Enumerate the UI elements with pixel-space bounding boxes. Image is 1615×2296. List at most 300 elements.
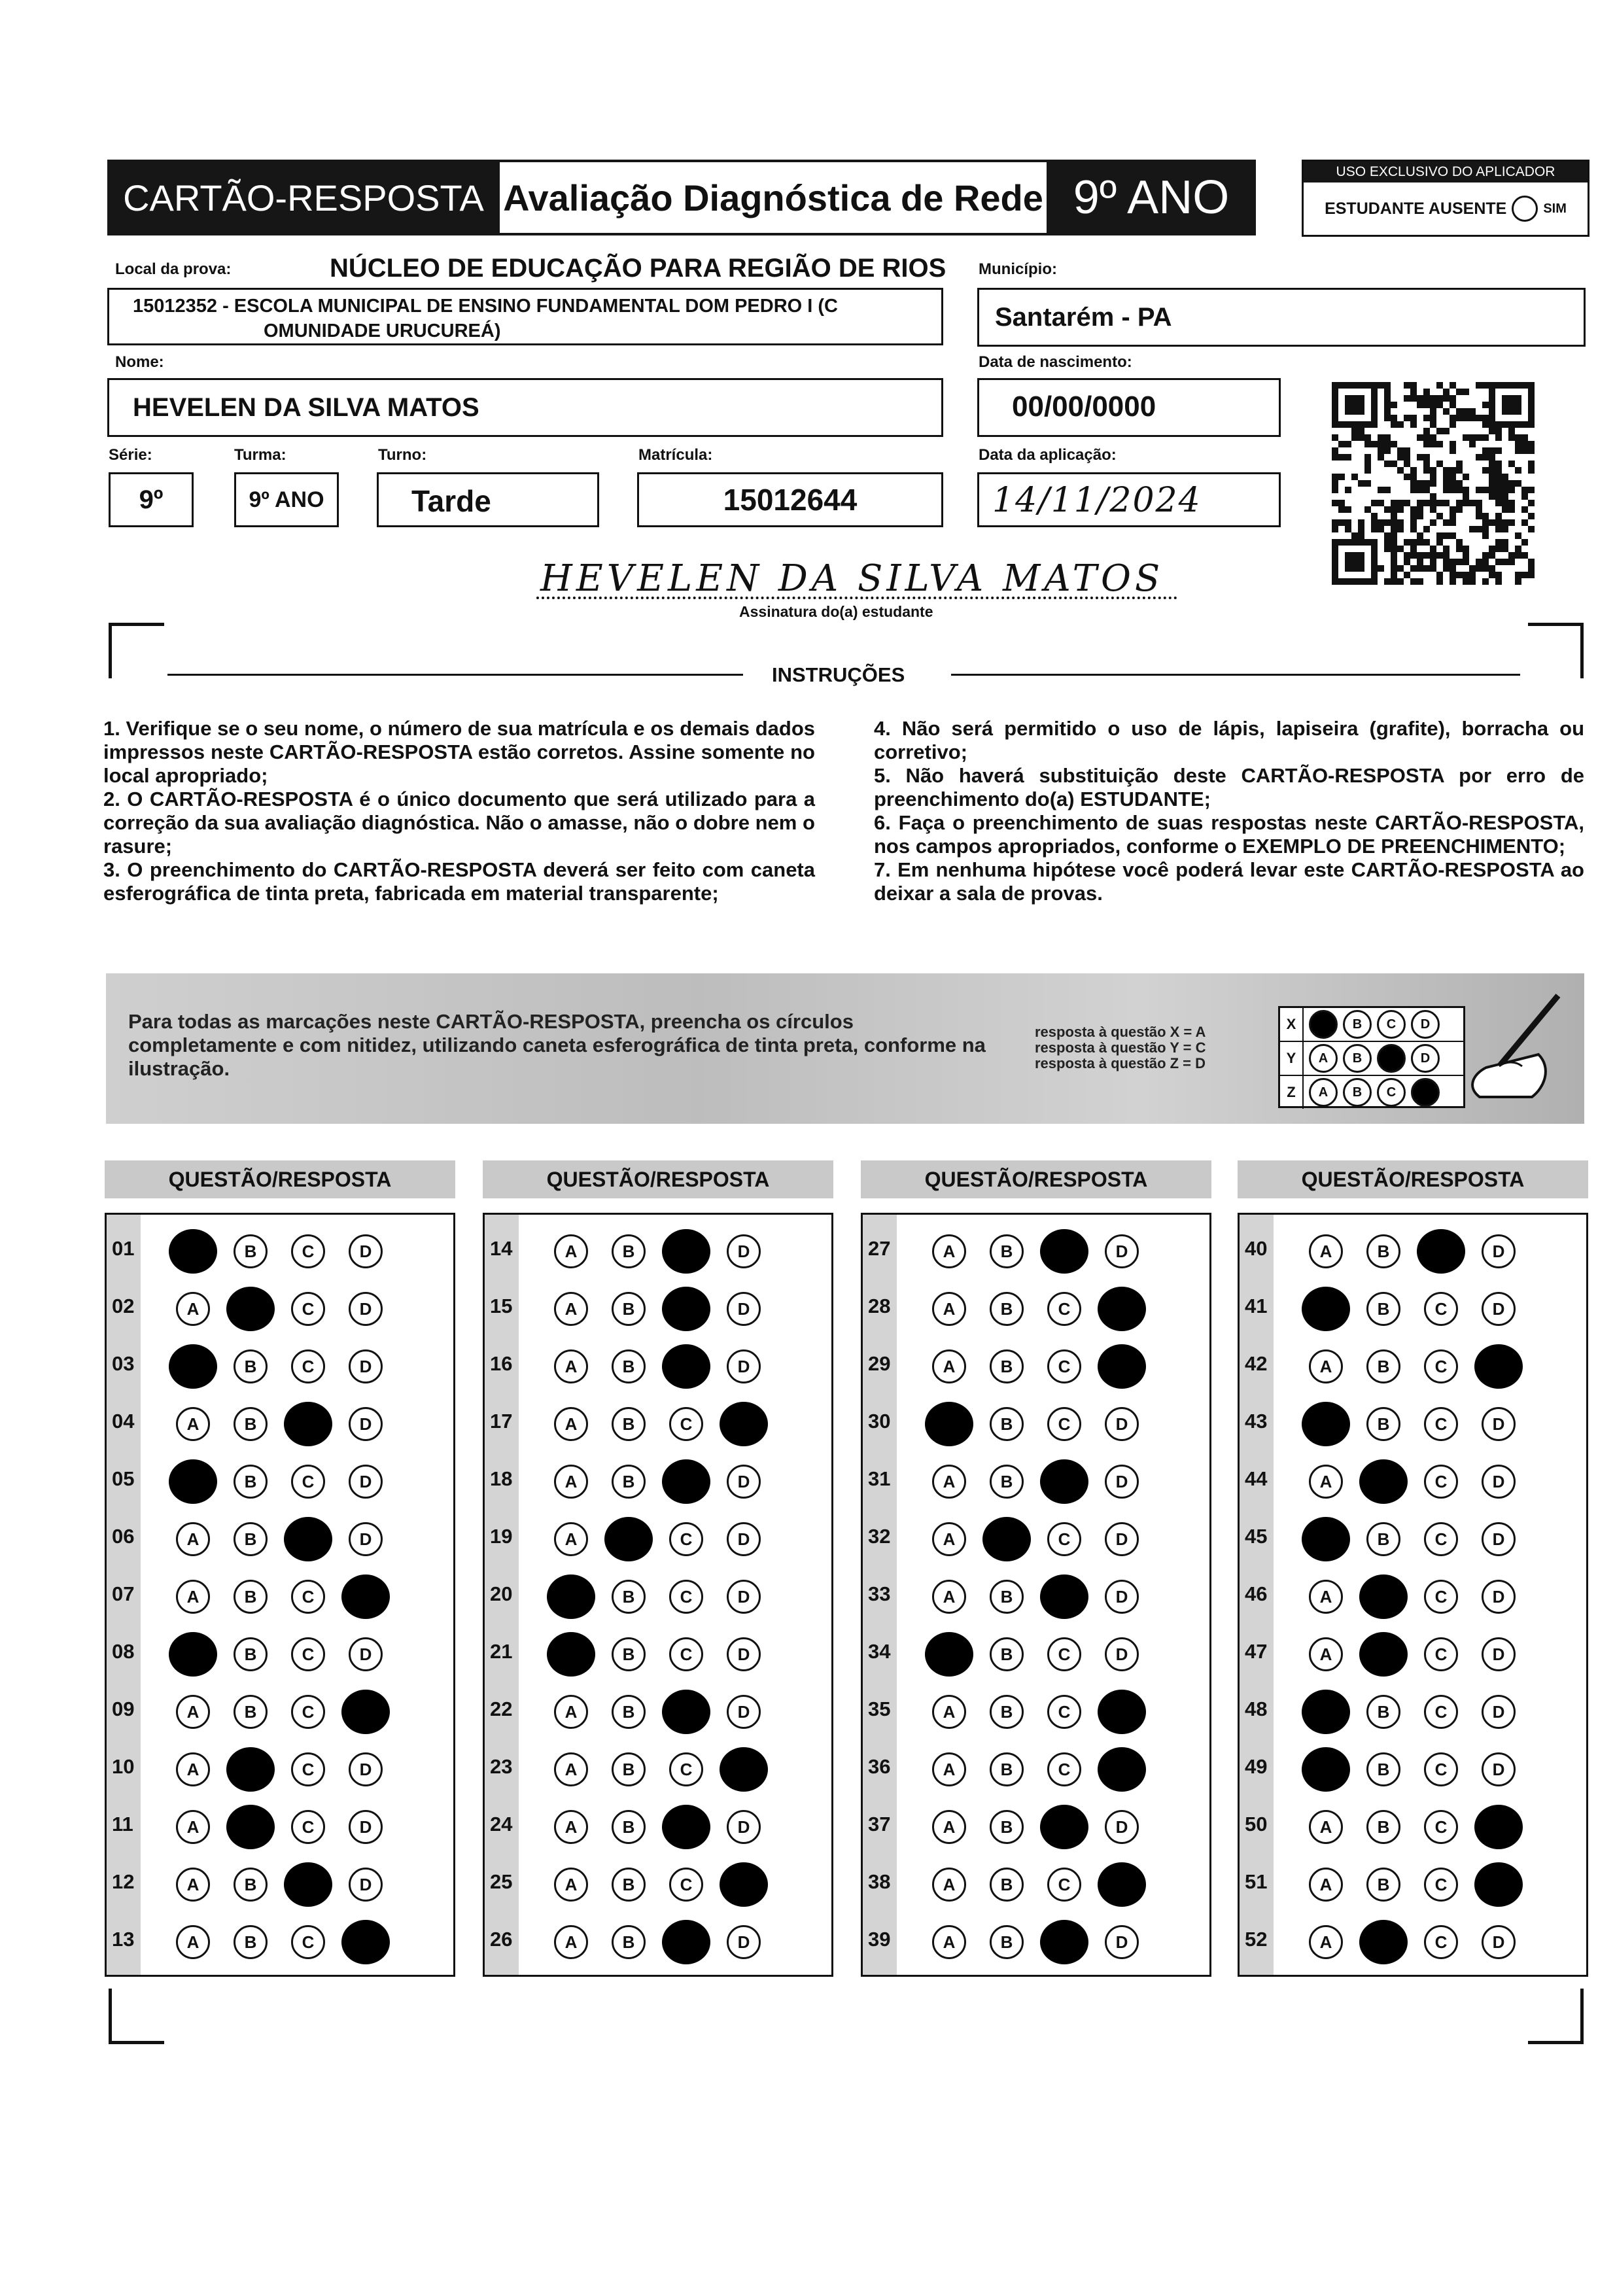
local-value: NÚCLEO DE EDUCAÇÃO PARA REGIÃO DE RIOS — [330, 254, 946, 283]
answer-bubble-b[interactable]: B — [1359, 1459, 1408, 1504]
answer-bubble-c[interactable]: C — [291, 1234, 325, 1268]
aplicacao-value: 14/11/2024 — [992, 481, 1202, 520]
answer-bubble-d[interactable]: D — [349, 1752, 383, 1786]
example-grid — [1278, 1006, 1465, 1108]
answer-bubble-c[interactable]: C — [669, 1752, 703, 1786]
answer-bubble-d[interactable]: D — [720, 1862, 768, 1907]
instructions-rule-left — [167, 674, 743, 676]
question-number: 17 — [490, 1410, 513, 1433]
instruction-6: 6. Faça o preenchimento de suas respostas neste CARTÃO-RESPOSTA, nos campos apropriados, conforme o EXEMPLO DE PREENCHIMENTO; — [874, 811, 1584, 858]
answer-bubble-a[interactable]: A — [1309, 1465, 1343, 1499]
question-row — [1240, 1393, 1586, 1450]
answer-bubble-d[interactable]: D — [1098, 1690, 1146, 1734]
question-row — [863, 1278, 1209, 1335]
answer-bubble-a[interactable]: A — [554, 1752, 588, 1786]
answer-bubble-b[interactable]: B — [234, 1407, 268, 1441]
answer-bubble-b[interactable]: B — [612, 1465, 646, 1499]
answer-bubble-d[interactable]: D — [1098, 1287, 1146, 1331]
answer-bubble-c[interactable]: C — [291, 1292, 325, 1326]
answer-bubble-a[interactable]: A — [932, 1925, 966, 1959]
answer-bubble-d[interactable]: D — [1482, 1695, 1516, 1729]
question-row — [1240, 1508, 1586, 1565]
answer-bubble-b[interactable]: B — [990, 1349, 1024, 1383]
answer-bubble-a[interactable]: A — [925, 1402, 973, 1446]
answer-bubble-a[interactable]: A — [1302, 1402, 1350, 1446]
answer-bubble-c[interactable]: C — [662, 1344, 710, 1389]
question-number: 02 — [112, 1295, 135, 1317]
corner-mark-top-right — [1528, 623, 1584, 678]
absent-option: SIM — [1543, 201, 1567, 216]
answer-bubble-b[interactable]: B — [1366, 1407, 1400, 1441]
answer-bubble-d[interactable]: D — [1098, 1344, 1146, 1389]
answer-bubble-b[interactable]: B — [234, 1868, 268, 1902]
answer-bubble-d[interactable]: D — [349, 1637, 383, 1671]
answer-bubble-b[interactable]: B — [612, 1580, 646, 1614]
answer-bubble-d[interactable]: D — [1105, 1580, 1139, 1614]
answer-bubble-c[interactable]: C — [1047, 1868, 1081, 1902]
question-column — [1238, 1213, 1588, 1977]
answer-bubble-d[interactable]: D — [727, 1522, 761, 1556]
question-number: 22 — [490, 1697, 513, 1720]
question-row — [863, 1738, 1209, 1796]
answer-bubble-b[interactable]: B — [234, 1349, 268, 1383]
answer-bubble-d[interactable]: D — [720, 1747, 768, 1792]
nascimento-label: Data de nascimento: — [979, 353, 1132, 371]
answer-bubble-a[interactable]: A — [932, 1868, 966, 1902]
question-number: 40 — [1245, 1237, 1268, 1260]
banner-example-lines — [1035, 1024, 1206, 1071]
answer-bubble-a[interactable]: A — [169, 1229, 217, 1274]
matricula-label: Matrícula: — [638, 446, 713, 464]
question-number: 38 — [868, 1870, 891, 1893]
answer-bubble-a[interactable]: A — [932, 1349, 966, 1383]
answer-bubble-a[interactable]: A — [1309, 1349, 1343, 1383]
answer-bubble-a[interactable]: A — [554, 1810, 588, 1844]
answer-bubble-d[interactable]: D — [341, 1690, 390, 1734]
answer-bubble-d[interactable]: D — [727, 1234, 761, 1268]
question-row — [107, 1565, 453, 1623]
answer-bubble-a[interactable]: A — [932, 1752, 966, 1786]
answer-bubble-d[interactable]: D — [727, 1810, 761, 1844]
instructions-left — [103, 717, 815, 905]
answer-bubble-c[interactable]: C — [284, 1517, 332, 1561]
answer-bubble-d[interactable]: D — [1482, 1407, 1516, 1441]
answer-bubble-d[interactable]: D — [1105, 1234, 1139, 1268]
answer-bubble-a[interactable]: A — [554, 1925, 588, 1959]
question-number: 48 — [1245, 1697, 1268, 1720]
answer-bubble-a[interactable]: A — [932, 1522, 966, 1556]
answer-bubble-b[interactable]: B — [1359, 1632, 1408, 1677]
answer-bubble-d[interactable]: D — [349, 1465, 383, 1499]
answer-bubble-a[interactable]: A — [547, 1574, 595, 1619]
answer-bubble-b[interactable]: B — [990, 1925, 1024, 1959]
card-title-text: CARTÃO-RESPOSTA — [123, 177, 484, 218]
answer-bubble-b[interactable]: B — [612, 1752, 646, 1786]
answer-bubble-d[interactable]: D — [1105, 1407, 1139, 1441]
question-number: 24 — [490, 1813, 513, 1835]
answer-bubble-a[interactable]: A — [176, 1292, 210, 1326]
question-number: 23 — [490, 1755, 513, 1778]
answer-bubble-b[interactable]: B — [1359, 1920, 1408, 1964]
answer-bubble-a[interactable]: A — [176, 1522, 210, 1556]
answer-bubble-b[interactable]: B — [990, 1868, 1024, 1902]
answer-bubble-c[interactable]: C — [669, 1522, 703, 1556]
answer-bubble-a[interactable]: A — [1302, 1690, 1350, 1734]
answer-bubble-a[interactable]: A — [932, 1580, 966, 1614]
answer-bubble-d[interactable]: D — [349, 1349, 383, 1383]
instruction-4: 4. Não será permitido o uso de lápis, lapiseira (grafite), borracha ou corretivo; — [874, 717, 1584, 763]
answer-bubble-d[interactable]: D — [1105, 1522, 1139, 1556]
question-number: 05 — [112, 1467, 135, 1490]
answer-bubble-c[interactable]: C — [1424, 1695, 1458, 1729]
answer-bubble-b[interactable]: B — [612, 1407, 646, 1441]
answer-bubble-a[interactable]: A — [1302, 1747, 1350, 1792]
nome-label: Nome: — [115, 353, 164, 371]
answer-bubble-c[interactable]: C — [1424, 1522, 1458, 1556]
question-row — [485, 1508, 831, 1565]
question-number: 31 — [868, 1467, 891, 1490]
answer-bubble-b[interactable]: B — [990, 1752, 1024, 1786]
question-row — [485, 1450, 831, 1508]
grade-title — [1047, 160, 1256, 235]
answer-bubble-d[interactable]: D — [1098, 1747, 1146, 1792]
question-number: 28 — [868, 1295, 891, 1317]
answer-bubble-b[interactable]: B — [612, 1349, 646, 1383]
answer-bubble-d[interactable]: D — [727, 1580, 761, 1614]
answer-bubble-a[interactable]: A — [925, 1632, 973, 1677]
answer-bubble-d[interactable]: D — [1105, 1810, 1139, 1844]
question-row — [485, 1393, 831, 1450]
answer-bubble-a[interactable]: A — [176, 1752, 210, 1786]
answer-bubble-b[interactable]: B — [234, 1925, 268, 1959]
answer-bubble-c[interactable]: C — [1424, 1868, 1458, 1902]
answer-bubble-c[interactable]: C — [284, 1402, 332, 1446]
question-number: 29 — [868, 1352, 891, 1375]
answer-bubble-a[interactable]: A — [1309, 1234, 1343, 1268]
answer-bubble-d[interactable]: D — [1482, 1234, 1516, 1268]
answer-bubble-a[interactable]: A — [554, 1522, 588, 1556]
answer-bubble-c[interactable]: C — [291, 1925, 325, 1959]
answer-bubble-b[interactable]: B — [990, 1465, 1024, 1499]
answer-bubble-a[interactable]: A — [1302, 1287, 1350, 1331]
answer-bubble-b[interactable]: B — [612, 1695, 646, 1729]
answer-bubble-c[interactable]: C — [1424, 1637, 1458, 1671]
answer-bubble-b[interactable]: B — [612, 1637, 646, 1671]
answer-bubble-c[interactable]: C — [662, 1459, 710, 1504]
answer-bubble-d[interactable]: D — [1482, 1465, 1516, 1499]
answer-bubble-d[interactable]: D — [727, 1292, 761, 1326]
school-line1: 15012352 - ESCOLA MUNICIPAL DE ENSINO FUNDAMENTAL DOM PEDRO I (C — [133, 296, 838, 317]
answer-bubble-a[interactable]: A — [1309, 1868, 1343, 1902]
question-row — [1240, 1853, 1586, 1911]
question-number: 44 — [1245, 1467, 1268, 1490]
answer-bubble-c[interactable]: C — [1417, 1229, 1465, 1274]
turno-box — [377, 472, 599, 527]
school-line2: OMUNIDADE URUCUREÁ) — [264, 321, 501, 341]
answer-bubble-c[interactable]: C — [1040, 1459, 1088, 1504]
answer-bubble-a[interactable]: A — [169, 1459, 217, 1504]
answer-bubble-b[interactable]: B — [234, 1580, 268, 1614]
answer-bubble-a[interactable]: A — [176, 1925, 210, 1959]
answer-bubble-b[interactable]: B — [1366, 1522, 1400, 1556]
answer-bubble-b[interactable]: B — [990, 1292, 1024, 1326]
answer-bubble-d[interactable]: D — [1482, 1925, 1516, 1959]
question-number: 16 — [490, 1352, 513, 1375]
answer-bubble-b[interactable]: B — [604, 1517, 653, 1561]
question-number: 20 — [490, 1582, 513, 1605]
answer-bubble-d[interactable]: D — [1105, 1465, 1139, 1499]
answer-bubble-d[interactable]: D — [1482, 1292, 1516, 1326]
answer-bubble-d[interactable]: D — [349, 1810, 383, 1844]
question-row — [107, 1508, 453, 1565]
answer-bubble-a[interactable]: A — [554, 1234, 588, 1268]
answer-bubble-d[interactable]: D — [1474, 1862, 1523, 1907]
answer-bubble-c[interactable]: C — [662, 1690, 710, 1734]
question-number: 45 — [1245, 1525, 1268, 1548]
answer-bubble-c[interactable]: C — [1047, 1752, 1081, 1786]
question-row — [863, 1623, 1209, 1680]
question-row — [485, 1911, 831, 1968]
answer-bubble-c[interactable]: C — [1424, 1349, 1458, 1383]
answer-bubble-a[interactable]: A — [1309, 1810, 1343, 1844]
answer-bubble-c[interactable]: C — [1424, 1580, 1458, 1614]
question-row — [107, 1853, 453, 1911]
answer-bubble-c[interactable]: C — [1047, 1407, 1081, 1441]
turma-label: Turma: — [234, 446, 287, 464]
answer-bubble-d[interactable]: D — [349, 1407, 383, 1441]
example-q-x: X — [1280, 1008, 1304, 1041]
answer-bubble-c[interactable]: C — [1424, 1810, 1458, 1844]
answer-bubble-c[interactable]: C — [291, 1580, 325, 1614]
answer-bubble-c[interactable]: C — [1424, 1407, 1458, 1441]
answer-bubble-a[interactable]: A — [547, 1632, 595, 1677]
answer-bubble-a[interactable]: A — [932, 1810, 966, 1844]
answer-bubble-d[interactable]: D — [349, 1234, 383, 1268]
example-line-x: resposta à questão X = A — [1035, 1024, 1206, 1040]
example-bubble-y-c — [1377, 1044, 1406, 1073]
answer-bubble-c[interactable]: C — [1040, 1229, 1088, 1274]
answer-bubble-d[interactable]: D — [349, 1868, 383, 1902]
answer-bubble-c[interactable]: C — [1424, 1925, 1458, 1959]
question-row — [863, 1508, 1209, 1565]
question-number: 21 — [490, 1640, 513, 1663]
answer-bubble-d[interactable]: D — [727, 1925, 761, 1959]
answer-bubble-b[interactable]: B — [1366, 1868, 1400, 1902]
answer-bubble-c[interactable]: C — [291, 1465, 325, 1499]
example-q-z: Z — [1280, 1076, 1304, 1109]
answer-bubble-a[interactable]: A — [176, 1868, 210, 1902]
answer-bubble-c[interactable]: C — [669, 1637, 703, 1671]
corner-mark-bottom-left — [109, 1989, 164, 2044]
answer-bubble-b[interactable]: B — [1366, 1292, 1400, 1326]
answer-bubble-b[interactable]: B — [234, 1465, 268, 1499]
answer-bubble-b[interactable]: B — [612, 1868, 646, 1902]
question-row — [485, 1278, 831, 1335]
answer-bubble-d[interactable]: D — [1482, 1522, 1516, 1556]
answer-bubble-b[interactable]: B — [1359, 1574, 1408, 1619]
answer-bubble-b[interactable]: B — [990, 1637, 1024, 1671]
answer-bubble-d[interactable]: D — [1105, 1637, 1139, 1671]
answer-bubble-a[interactable]: A — [169, 1632, 217, 1677]
answer-bubble-c[interactable]: C — [291, 1810, 325, 1844]
answer-bubble-d[interactable]: D — [341, 1920, 390, 1964]
aplicacao-box[interactable] — [977, 472, 1281, 527]
answer-bubble-a[interactable]: A — [1302, 1517, 1350, 1561]
answer-bubble-a[interactable]: A — [176, 1580, 210, 1614]
question-number: 37 — [868, 1813, 891, 1835]
question-number: 13 — [112, 1928, 135, 1951]
answer-bubble-a[interactable]: A — [554, 1465, 588, 1499]
answer-bubble-a[interactable]: A — [169, 1344, 217, 1389]
serie-value: 9º — [139, 485, 164, 514]
answer-bubble-a[interactable]: A — [176, 1695, 210, 1729]
answer-bubble-c[interactable]: C — [669, 1407, 703, 1441]
municipio-value: Santarém - PA — [995, 303, 1172, 332]
answer-bubble-b[interactable]: B — [1366, 1752, 1400, 1786]
example-line-y: resposta à questão Y = C — [1035, 1039, 1206, 1056]
question-number: 52 — [1245, 1928, 1268, 1951]
answer-bubble-c[interactable]: C — [1040, 1920, 1088, 1964]
answer-bubble-a[interactable]: A — [176, 1407, 210, 1441]
answer-bubble-a[interactable]: A — [932, 1695, 966, 1729]
answer-bubble-a[interactable]: A — [554, 1868, 588, 1902]
answer-bubble-d[interactable]: D — [1482, 1752, 1516, 1786]
answer-bubble-c[interactable]: C — [1047, 1637, 1081, 1671]
question-column-header — [1238, 1160, 1588, 1198]
nome-box — [107, 378, 943, 437]
answer-bubble-c[interactable]: C — [291, 1695, 325, 1729]
question-number: 19 — [490, 1525, 513, 1548]
answer-bubble-c[interactable]: C — [669, 1580, 703, 1614]
answer-bubble-c[interactable]: C — [1040, 1805, 1088, 1849]
answer-bubble-d[interactable]: D — [720, 1402, 768, 1446]
question-row — [863, 1335, 1209, 1393]
answer-bubble-b[interactable]: B — [612, 1810, 646, 1844]
answer-bubble-a[interactable]: A — [176, 1810, 210, 1844]
answer-bubble-d[interactable]: D — [1474, 1805, 1523, 1849]
question-row — [485, 1623, 831, 1680]
instructions-rule-right — [951, 674, 1520, 676]
answer-bubble-b[interactable]: B — [982, 1517, 1031, 1561]
answer-bubble-c[interactable]: C — [1047, 1695, 1081, 1729]
answer-bubble-b[interactable]: B — [990, 1695, 1024, 1729]
answer-bubble-c[interactable]: C — [284, 1862, 332, 1907]
answer-bubble-a[interactable]: A — [932, 1465, 966, 1499]
question-column — [105, 1213, 455, 1977]
question-row — [863, 1796, 1209, 1853]
answer-bubble-a[interactable]: A — [1309, 1925, 1343, 1959]
question-number: 08 — [112, 1640, 135, 1663]
answer-bubble-c[interactable]: C — [662, 1920, 710, 1964]
turma-value: 9º ANO — [249, 487, 324, 512]
example-row-y — [1280, 1042, 1463, 1076]
answer-bubble-b[interactable]: B — [990, 1234, 1024, 1268]
answer-bubble-b[interactable]: B — [1366, 1695, 1400, 1729]
question-column-header — [861, 1160, 1211, 1198]
answer-bubble-b[interactable]: B — [612, 1292, 646, 1326]
signature-value: HEVELEN DA SILVA MATOS — [540, 557, 1164, 600]
example-bubble-z-d — [1411, 1078, 1440, 1107]
answer-bubble-a[interactable]: A — [554, 1292, 588, 1326]
answer-bubble-d[interactable]: D — [727, 1695, 761, 1729]
answer-bubble-c[interactable]: C — [291, 1349, 325, 1383]
answer-bubble-b[interactable]: B — [234, 1522, 268, 1556]
answer-bubble-b[interactable]: B — [1366, 1810, 1400, 1844]
answer-bubble-d[interactable]: D — [349, 1522, 383, 1556]
question-row — [107, 1278, 453, 1335]
answer-bubble-b[interactable]: B — [226, 1747, 275, 1792]
answer-bubble-c[interactable]: C — [291, 1637, 325, 1671]
question-number: 03 — [112, 1352, 135, 1375]
answer-bubble-d[interactable]: D — [349, 1292, 383, 1326]
answer-bubble-a[interactable]: A — [932, 1292, 966, 1326]
question-number: 35 — [868, 1697, 891, 1720]
question-row — [863, 1680, 1209, 1738]
answer-bubble-a[interactable]: A — [554, 1407, 588, 1441]
example-bubble-z-c: C — [1377, 1078, 1406, 1107]
absent-checkbox[interactable] — [1512, 196, 1538, 222]
answer-bubble-d[interactable]: D — [1105, 1925, 1139, 1959]
answer-bubble-d[interactable]: D — [1474, 1344, 1523, 1389]
answer-bubble-d[interactable]: D — [1098, 1862, 1146, 1907]
answer-bubble-c[interactable]: C — [1040, 1574, 1088, 1619]
matricula-value: 15012644 — [723, 483, 858, 517]
answer-bubble-c[interactable]: C — [1424, 1752, 1458, 1786]
answer-bubble-c[interactable]: C — [1047, 1292, 1081, 1326]
answer-bubble-b[interactable]: B — [226, 1287, 275, 1331]
answer-bubble-d[interactable]: D — [727, 1349, 761, 1383]
answer-bubble-b[interactable]: B — [1366, 1234, 1400, 1268]
answer-bubble-d[interactable]: D — [727, 1465, 761, 1499]
answer-bubble-c[interactable]: C — [1047, 1522, 1081, 1556]
answer-bubble-d[interactable]: D — [341, 1574, 390, 1619]
answer-bubble-a[interactable]: A — [1309, 1580, 1343, 1614]
answer-bubble-c[interactable]: C — [669, 1868, 703, 1902]
instructions-right — [874, 717, 1584, 905]
answer-bubble-b[interactable]: B — [1366, 1349, 1400, 1383]
answer-bubble-c[interactable]: C — [1424, 1292, 1458, 1326]
exam-title-text: Avaliação Diagnóstica de Rede — [503, 177, 1043, 218]
answer-bubble-d[interactable]: D — [1482, 1580, 1516, 1614]
answer-bubble-b[interactable]: B — [234, 1695, 268, 1729]
answer-bubble-b[interactable]: B — [612, 1925, 646, 1959]
answer-bubble-b[interactable]: B — [990, 1810, 1024, 1844]
answer-bubble-b[interactable]: B — [990, 1580, 1024, 1614]
answer-bubble-b[interactable]: B — [234, 1637, 268, 1671]
answer-bubble-a[interactable]: A — [1309, 1637, 1343, 1671]
answer-bubble-b[interactable]: B — [612, 1234, 646, 1268]
question-row — [107, 1220, 453, 1278]
answer-bubble-a[interactable]: A — [554, 1695, 588, 1729]
question-row — [1240, 1623, 1586, 1680]
answer-bubble-a[interactable]: A — [932, 1234, 966, 1268]
answer-bubble-d[interactable]: D — [1482, 1637, 1516, 1671]
answer-bubble-c[interactable]: C — [1424, 1465, 1458, 1499]
answer-bubble-d[interactable]: D — [727, 1637, 761, 1671]
example-bubble-z-b: B — [1343, 1078, 1372, 1107]
answer-bubble-c[interactable]: C — [662, 1229, 710, 1274]
answer-bubble-c[interactable]: C — [291, 1752, 325, 1786]
answer-bubble-b[interactable]: B — [226, 1805, 275, 1849]
answer-bubble-b[interactable]: B — [990, 1407, 1024, 1441]
answer-bubble-c[interactable]: C — [662, 1287, 710, 1331]
answer-bubble-c[interactable]: C — [662, 1805, 710, 1849]
answer-bubble-a[interactable]: A — [554, 1349, 588, 1383]
example-row-x — [1280, 1008, 1463, 1042]
answer-bubble-b[interactable]: B — [234, 1234, 268, 1268]
answer-bubble-c[interactable]: C — [1047, 1349, 1081, 1383]
example-bubble-x-c: C — [1377, 1010, 1406, 1039]
